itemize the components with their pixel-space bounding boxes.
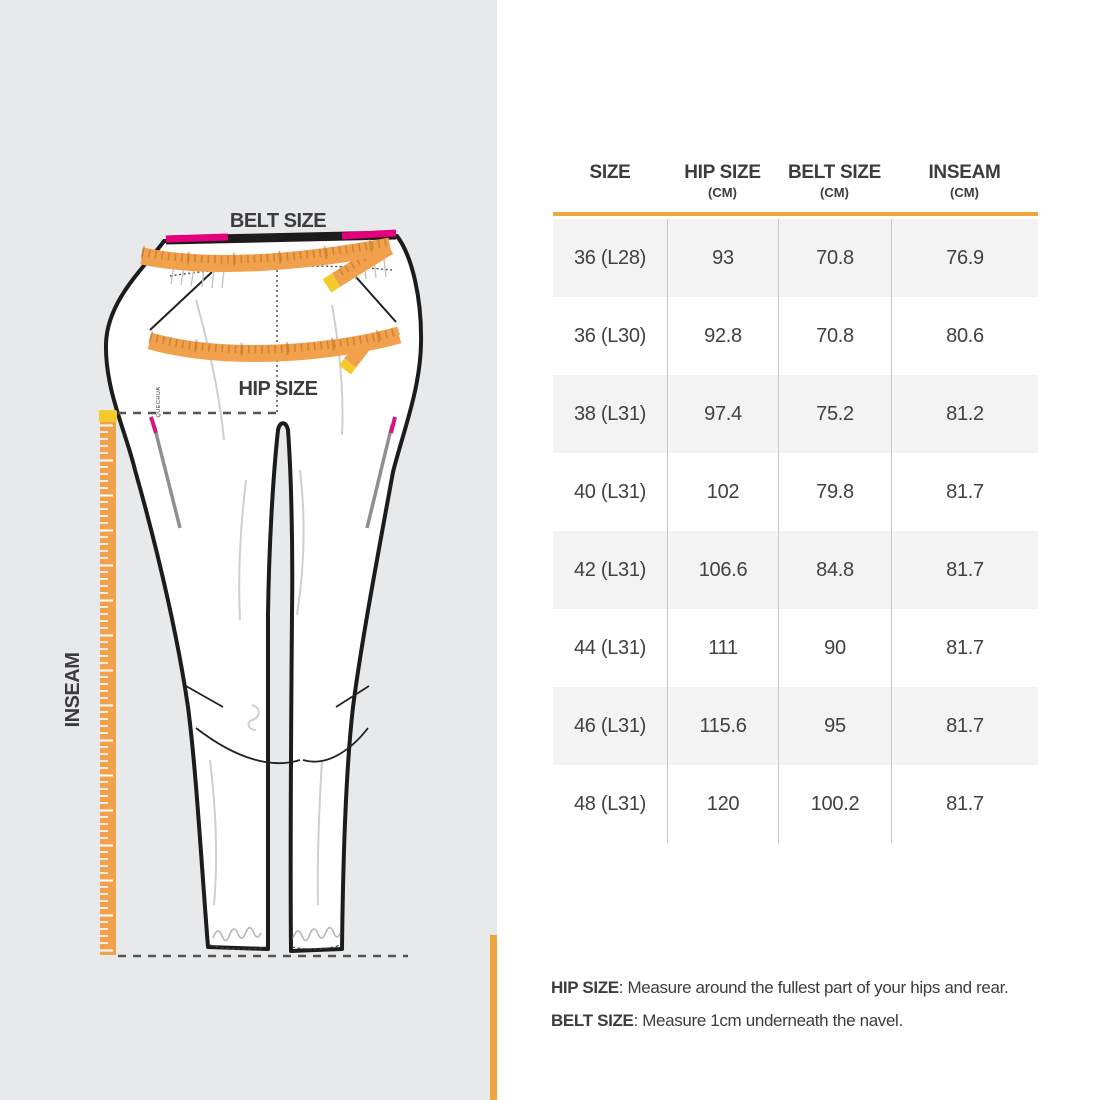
cell-size: 46 (L31) — [573, 714, 647, 737]
cell-hip: 93 — [667, 219, 778, 297]
cell-size: 42 (L31) — [573, 558, 647, 581]
cell-inseam: 81.7 — [891, 531, 1038, 609]
note-term: HIP SIZE — [551, 978, 619, 997]
cell-hip: 102 — [667, 453, 778, 531]
cell-belt: 79.8 — [778, 453, 891, 531]
cell-belt: 75.2 — [778, 375, 891, 453]
note-term: BELT SIZE — [551, 1011, 634, 1030]
note-text: : Measure 1cm underneath the navel. — [633, 1011, 903, 1030]
cell-inseam: 81.7 — [891, 765, 1038, 843]
note-text: : Measure around the fullest part of your hips and rear. — [618, 978, 1009, 997]
column-header-label: SIZE — [589, 162, 631, 183]
cell-size: 36 (L30) — [573, 324, 647, 347]
brand-text: QUECHUA — [156, 386, 162, 418]
column-header-label: BELT SIZE — [787, 162, 881, 183]
cell-belt: 70.8 — [778, 297, 891, 375]
cell-inseam: 81.7 — [891, 453, 1038, 531]
cell-hip: 106.6 — [667, 531, 778, 609]
size-table — [553, 152, 1038, 843]
cell-inseam: 81.2 — [891, 375, 1038, 453]
table-row — [553, 297, 1038, 375]
cell-size: 48 (L31) — [573, 792, 647, 815]
cell-hip: 115.6 — [667, 687, 778, 765]
inseam-label: INSEAM — [62, 652, 84, 728]
table-header-row — [553, 152, 1038, 212]
cell-size: 36 (L28) — [573, 246, 647, 269]
cell-inseam: 76.9 — [891, 219, 1038, 297]
note-line — [551, 971, 1096, 1004]
cell-belt: 70.8 — [778, 219, 891, 297]
table-row — [553, 765, 1038, 843]
column-header-label: INSEAM — [928, 162, 1001, 183]
ruler-cap — [99, 410, 117, 422]
cell-inseam: 80.6 — [891, 297, 1038, 375]
cell-inseam: 81.7 — [891, 609, 1038, 687]
table-row — [553, 375, 1038, 453]
table-row — [553, 453, 1038, 531]
cell-belt: 90 — [778, 609, 891, 687]
cell-belt: 84.8 — [778, 531, 891, 609]
column-header-size — [553, 152, 667, 212]
cell-size: 44 (L31) — [573, 636, 647, 659]
column-header-hip-size — [667, 152, 778, 212]
hip-size-label: HIP SIZE — [238, 378, 318, 400]
table-row — [553, 687, 1038, 765]
note-line — [551, 1004, 1096, 1037]
measurement-notes — [551, 971, 1096, 1037]
cell-hip: 120 — [667, 765, 778, 843]
pants-measurement-illustration — [0, 0, 497, 1100]
pants-diagram-panel — [0, 0, 497, 1100]
table-body — [553, 219, 1038, 843]
table-row — [553, 219, 1038, 297]
cell-inseam: 81.7 — [891, 687, 1038, 765]
column-header-belt-size — [778, 152, 891, 212]
cell-size: 40 (L31) — [573, 480, 647, 503]
column-header-unit: (CM) — [950, 185, 979, 200]
cell-belt: 95 — [778, 687, 891, 765]
column-header-unit: (CM) — [708, 185, 737, 200]
column-header-label: HIP SIZE — [684, 162, 761, 183]
belt-size-label: BELT SIZE — [229, 210, 327, 232]
header-accent-rule — [553, 212, 1038, 216]
cell-hip: 92.8 — [667, 297, 778, 375]
cell-size: 38 (L31) — [573, 402, 647, 425]
waistband — [166, 233, 396, 240]
cell-hip: 97.4 — [667, 375, 778, 453]
column-header-inseam — [891, 152, 1038, 212]
cell-hip: 111 — [667, 609, 778, 687]
cell-belt: 100.2 — [778, 765, 891, 843]
inseam-ruler — [99, 410, 117, 955]
table-row — [553, 531, 1038, 609]
column-header-unit: (CM) — [820, 185, 849, 200]
table-row — [553, 609, 1038, 687]
panel-accent-bar — [490, 935, 497, 1100]
